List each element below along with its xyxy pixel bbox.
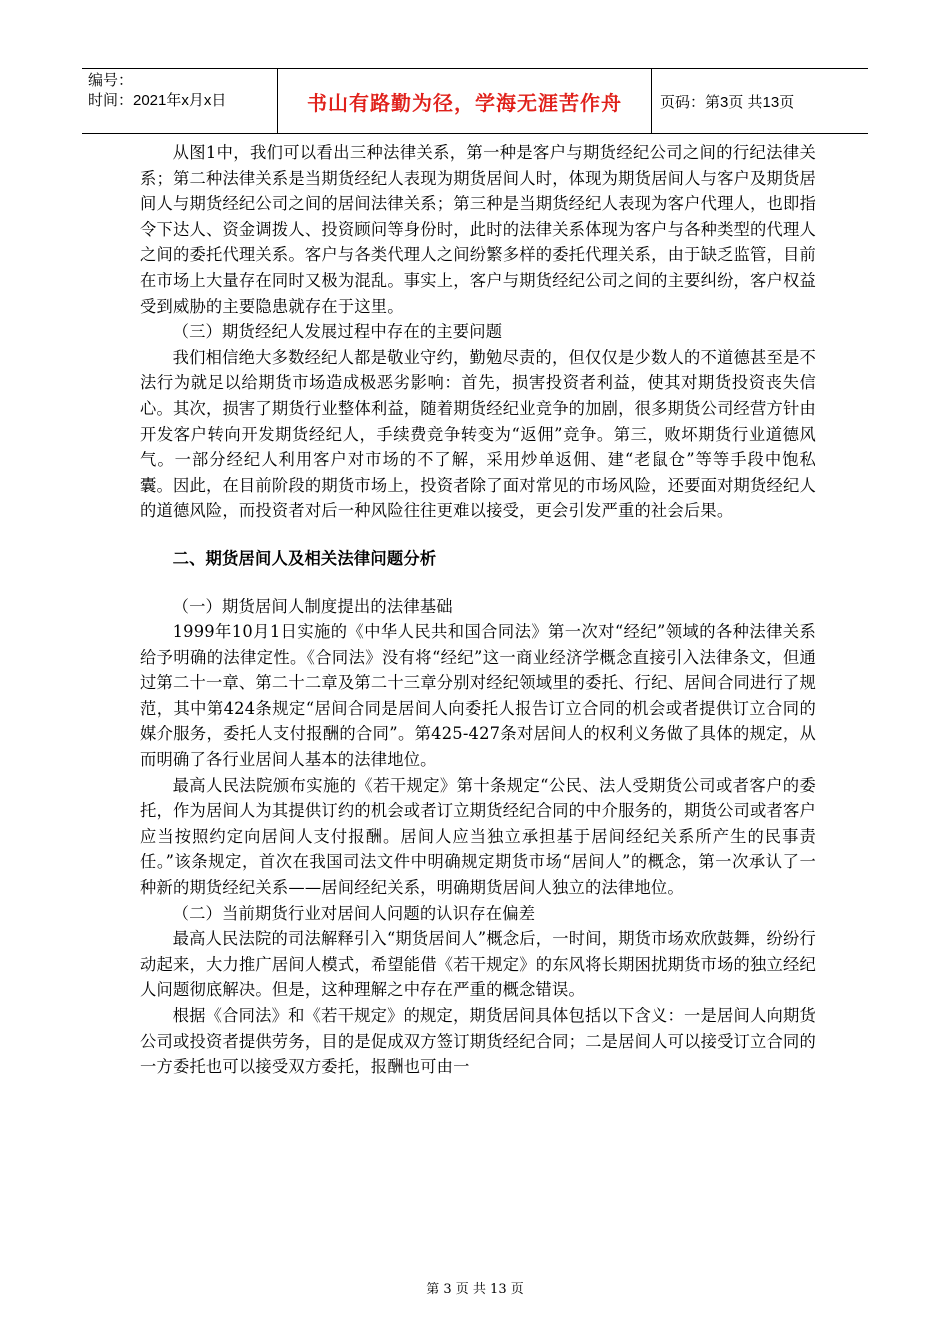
paragraph-contract-law: 1999年10月1日实施的《中华人民共和国合同法》第一次对“经纪”领域的各种法律关系给予明确的法律定性。《合同法》没有将“经纪”这一商业经济学概念直接引入法律条文，但通过第二十一章、第二十二章及第二十三章分别对经纪领域里的委托、行纪、居间合同进行了规范，其中第424条规定“居间合同是居间人向委托人报告订立合同的机会或者提供订立合同的媒介服务，委托人支付报酬的合同”。第425-427条对居间人的权利义务做了具体的规定，从而明确了各行业居间人基本的法律地位。 bbox=[140, 622, 816, 770]
page-header bbox=[82, 68, 868, 134]
paragraph-market-reaction: 最高人民法院的司法解释引入“期货居间人”概念后，一时间，期货市场欢欣鼓舞，纷纷行动起来，大力推广居间人模式，希望能借《若干规定》的东风将长期困扰期货市场的独立经纪人问题彻底解决。但是，这种理解之中存在严重的概念错误。 bbox=[140, 929, 816, 1000]
document-number-label: 编号： bbox=[88, 72, 134, 89]
document-body bbox=[140, 140, 816, 1080]
footer-page-number: 第 3 页 共 13 页 bbox=[426, 1282, 524, 1297]
header-motto-cell bbox=[278, 69, 652, 133]
subheading-legal-basis: （一）期货居间人制度提出的法律基础 bbox=[172, 596, 453, 616]
header-motto: 书山有路勤为径，学海无涯苦作舟 bbox=[307, 90, 622, 115]
header-meta bbox=[82, 69, 278, 133]
subheading-broker-problems: （三）期货经纪人发展过程中存在的主要问题 bbox=[172, 322, 503, 342]
document-time-label: 时间：2021年x月x日 bbox=[88, 92, 227, 109]
section-heading-intermediary: 二、期货居间人及相关法律问题分析 bbox=[172, 548, 437, 568]
paragraph-court-provisions: 最高人民法院颁布实施的《若干规定》第十条规定“公民、法人受期货公司或者客户的委托，作为居间人为其提供订约的机会或者订立期货经纪合同的中介服务的，期货公司或者客户应当按照约定向居间人支付报酬。居间人应当独立承担基于居间经纪关系所产生的民事责任。”该条规定，首次在我国司法文件中明确规定期货市场“居间人”的概念，第一次承认了一种新的期货经纪关系——居间经纪关系，明确期货居间人独立的法律地位。 bbox=[140, 775, 816, 898]
paragraph-legal-relations: 从图1中，我们可以看出三种法律关系，第一种是客户与期货经纪公司之间的行纪法律关系；第二种法律关系是当期货经纪人表现为期货居间人时，体现为期货居间人与客户及期货居间人与期货经纪公司之间的居间法律关系；第三种是当期货经纪人表现为客户代理人，也即指令下达人、资金调拨人、投资顾问等身份时，此时的法律关系体现为客户与各种类型的代理人之间的委托代理关系。客户与各类代理人之间纷繁多样的委托代理关系，由于缺乏监管，目前在市场上大量存在同时又极为混乱。事实上，客户与期货经纪公司之间的主要纠纷，客户权益受到威胁的主要隐患就存在于这里。 bbox=[140, 143, 816, 316]
subheading-misunderstanding: （二）当前期货行业对居间人问题的认识存在偏差 bbox=[172, 903, 536, 923]
page-footer bbox=[0, 1278, 950, 1297]
header-page-cell bbox=[652, 69, 868, 133]
paragraph-broker-ethics: 我们相信绝大多数经纪人都是敬业守约，勤勉尽责的，但仅仅是少数人的不道德甚至是不法行为就足以给期货市场造成极恶劣影响：首先，损害投资者利益，使其对期货投资丧失信心。其次，损害了期货行业整体利益，随着期货经纪业竞争的加剧，很多期货公司经营方针由开发客户转向开发期货经纪人，手续费竞争转变为“返佣”竞争。第三，败坏期货行业道德风气。一部分经纪人利用客户对市场的不了解，采用炒单返佣、建“老鼠仓”等等手段中饱私囊。因此，在目前阶段的期货市场上，投资者除了面对常见的市场风险，还要面对期货经纪人的道德风险，而投资者对后一种风险往往更难以接受，更会引发严重的社会后果。 bbox=[140, 347, 816, 521]
header-page-number: 页码：第3页 共13页 bbox=[660, 93, 795, 111]
paragraph-intermediary-meaning: 根据《合同法》和《若干规定》的规定，期货居间具体包括以下含义：一是居间人向期货公司或投资者提供劳务，目的是促成双方签订期货经纪合同；二是居间人可以接受订立合同的一方委托也可以接受双方委托，报酬也可由一 bbox=[140, 1006, 816, 1077]
